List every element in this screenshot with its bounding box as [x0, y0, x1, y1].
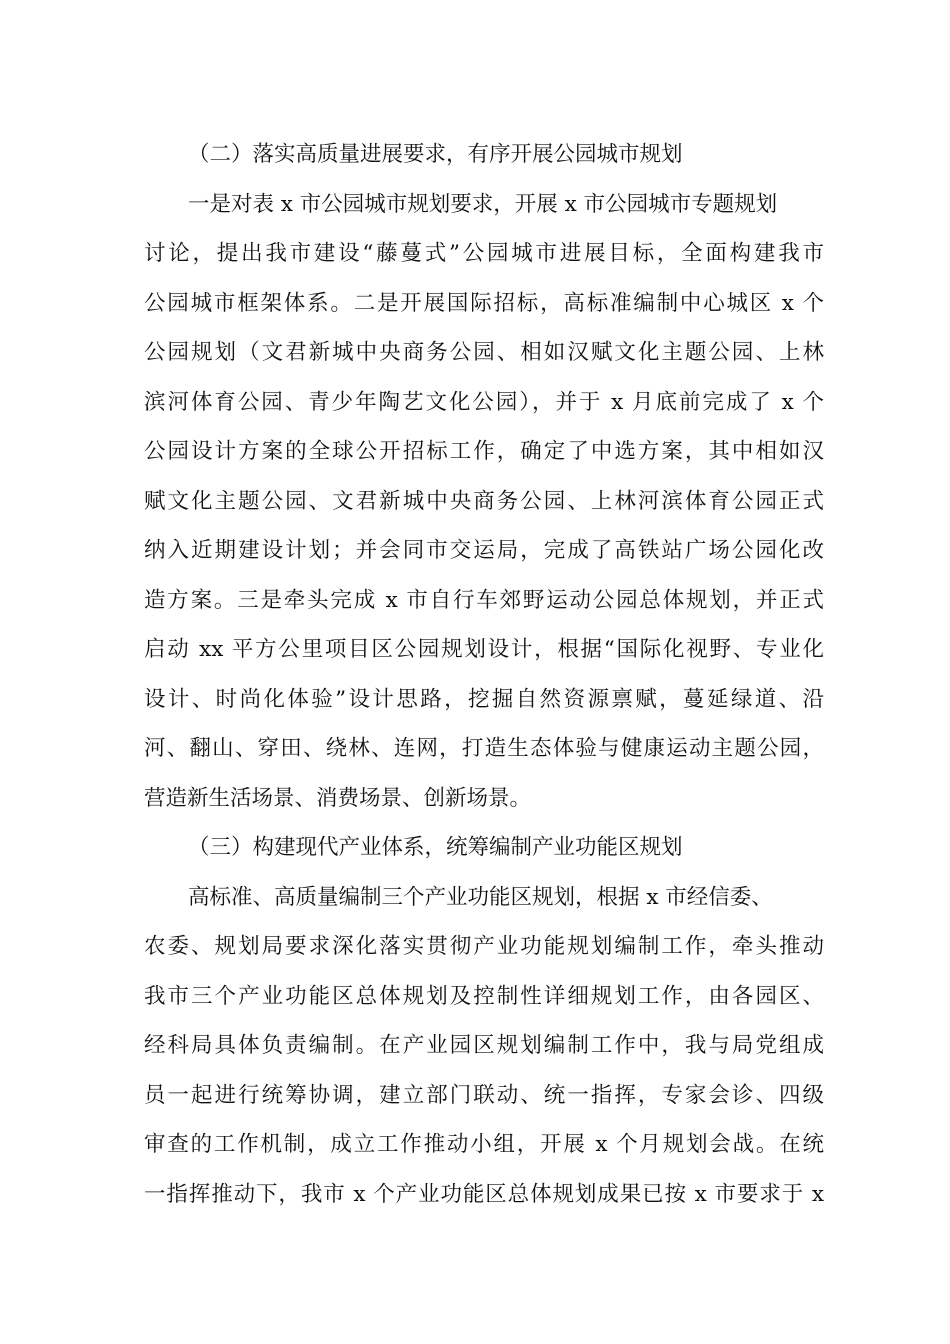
paragraph-line: 公园设计方案的全球公开招标工作，确定了中选方案，其中相如汉 [144, 439, 824, 464]
paragraph-line: 一指挥推动下，我市 x 个产业功能区总体规划成果已按 x 市要求于 x [144, 1181, 824, 1207]
section-heading-3: （三）构建现代产业体系，统筹编制产业功能区规划 [188, 835, 683, 860]
paragraph-line: 讨论，提出我市建设“藤蔓式”公园城市进展目标，全面构建我市 [144, 241, 824, 266]
paragraph-line: 赋文化主题公园、文君新城中央商务公园、上林河滨体育公园正式 [144, 488, 824, 514]
paragraph-line: 营造新生活场景、消费场景、创新场景。 [144, 785, 532, 811]
paragraph-line: 经科局具体负责编制。在产业园区规划编制工作中，我与局党组成 [144, 1033, 824, 1058]
paragraph-line: 公园规划（文君新城中央商务公园、相如汉赋文化主题公园、上林 [144, 340, 824, 365]
paragraph-line: 我市三个产业功能区总体规划及控制性详细规划工作，由各园区、 [144, 983, 824, 1009]
paragraph-line: 一是对表 x 市公园城市规划要求，开展 x 市公园城市专题规划 [188, 191, 778, 217]
paragraph-line: 造方案。三是牵头完成 x 市自行车郊野运动公园总体规划，并正式 [144, 587, 824, 613]
document-body [144, 130, 824, 1219]
paragraph-line: 启动 xx 平方公里项目区公园规划设计，根据“国际化视野、专业化 [144, 637, 824, 662]
paragraph-line: 审查的工作机制，成立工作推动小组，开展 x 个月规划会战。在统 [144, 1132, 824, 1157]
paragraph-line: 纳入近期建设计划；并会同市交运局，完成了高铁站广场公园化改 [144, 538, 824, 563]
paragraph-line: 员一起进行统筹协调，建立部门联动、统一指挥，专家会诊、四级 [144, 1082, 824, 1108]
paragraph-line: 设计、时尚化体验”设计思路，挖掘自然资源禀赋，蔓延绿道、沿 [144, 686, 824, 712]
paragraph-line: 高标准、高质量编制三个产业功能区规划，根据 x 市经信委、 [188, 884, 773, 910]
paragraph-line: 河、翻山、穿田、绕林、连网，打造生态体验与健康运动主题公园， [144, 736, 824, 761]
paragraph-line: 农委、规划局要求深化落实贯彻产业功能规划编制工作，牵头推动 [144, 934, 824, 959]
paragraph-line: 公园城市框架体系。二是开展国际招标，高标准编制中心城区 x 个 [144, 290, 824, 316]
paragraph-line: 滨河体育公园、青少年陶艺文化公园），并于 x 月底前完成了 x 个 [144, 389, 824, 415]
section-heading-2: （二）落实高质量进展要求，有序开展公园城市规划 [188, 142, 683, 167]
